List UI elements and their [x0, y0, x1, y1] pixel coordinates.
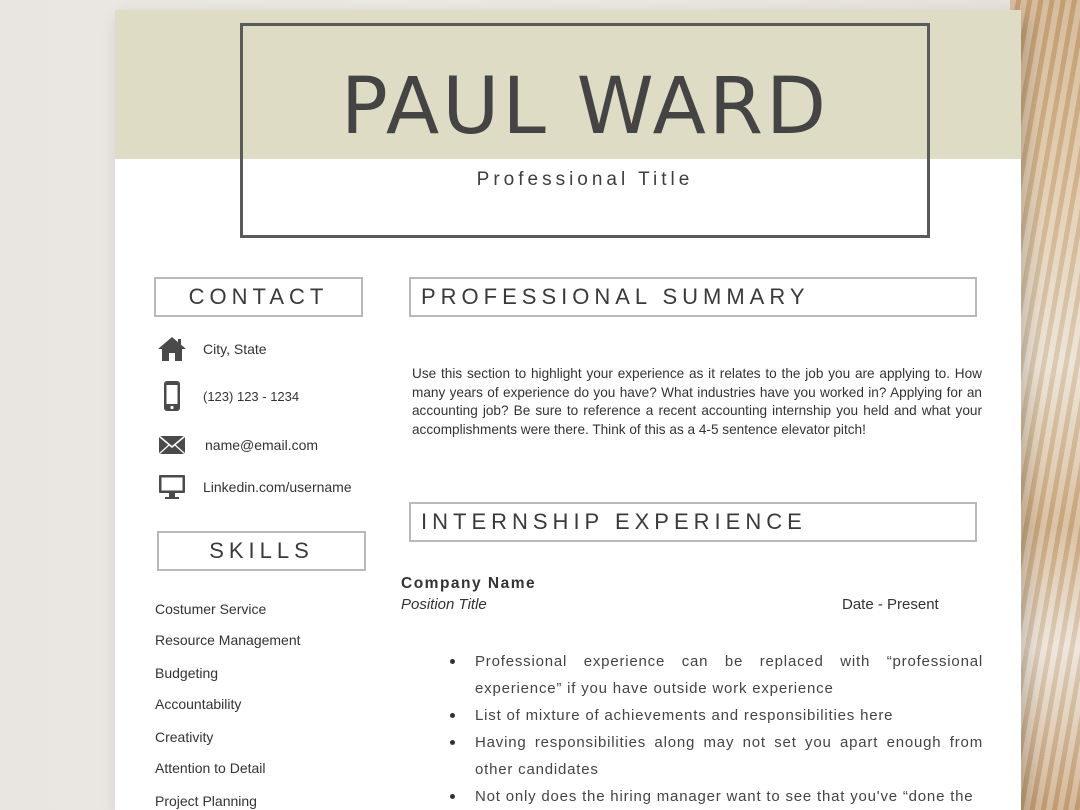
skill-item: Budgeting: [155, 665, 219, 681]
contact-heading-box: [154, 277, 363, 317]
skill-item: Resource Management: [155, 632, 301, 648]
company-name: Company Name: [401, 575, 537, 592]
summary-text: Use this section to highlight your experience as it relates to the job you are applying to. How many years of experience do you have? What industries have you worked in? Applying for an accounting job? Be sure to reference a recent accounting internship you held and what your accomplishments were there. Think of this as a 4-5 sentence elevator pitch!: [412, 366, 982, 437]
experience-bullet: Professional experience can be replaced with “professional experience” if you have outside work experience: [475, 648, 983, 702]
skill-item: Creativity: [155, 729, 214, 745]
summary-heading-box: [409, 277, 977, 317]
experience-bullet: Not only does the hiring manager want to see that you've “done the: [475, 783, 983, 810]
contact-linkedin: Linkedin.com/username: [203, 479, 352, 495]
contact-item-phone: [155, 380, 299, 412]
experience-heading: INTERNSHIP EXPERIENCE: [421, 509, 807, 534]
contact-phone: (123) 123 - 1234: [203, 388, 300, 404]
phone-icon: [155, 380, 189, 412]
contact-heading: CONTACT: [188, 284, 329, 309]
contact-item-email: [155, 429, 318, 461]
employment-dates: Date - Present: [842, 596, 939, 613]
experience-bullet: Having responsibilities along may not set you apart enough from other candidates: [475, 729, 983, 783]
skills-heading-box: [157, 531, 366, 571]
envelope-icon: [155, 429, 189, 461]
skill-item: Costumer Service: [155, 601, 267, 617]
skill-item: Attention to Detail: [155, 760, 266, 776]
monitor-icon: [155, 471, 189, 503]
contact-item-linkedin: [155, 471, 352, 503]
position-title: Position Title: [401, 596, 487, 613]
resume-page: [115, 10, 1021, 810]
experience-bullet: List of mixture of achievements and responsibilities here: [475, 702, 983, 729]
contact-email: name@email.com: [205, 437, 319, 453]
summary-heading: PROFESSIONAL SUMMARY: [421, 284, 810, 309]
skill-item: Accountability: [155, 696, 242, 712]
candidate-name: PAUL WARD: [340, 62, 830, 152]
contact-item-location: [155, 333, 267, 365]
professional-title: Professional Title: [476, 169, 694, 190]
contact-location: City, State: [203, 341, 267, 357]
experience-heading-box: [409, 502, 977, 542]
skills-heading: SKILLS: [209, 538, 314, 563]
experience-bullets: [475, 648, 983, 810]
skill-item: Project Planning: [155, 793, 257, 809]
home-icon: [155, 333, 189, 365]
